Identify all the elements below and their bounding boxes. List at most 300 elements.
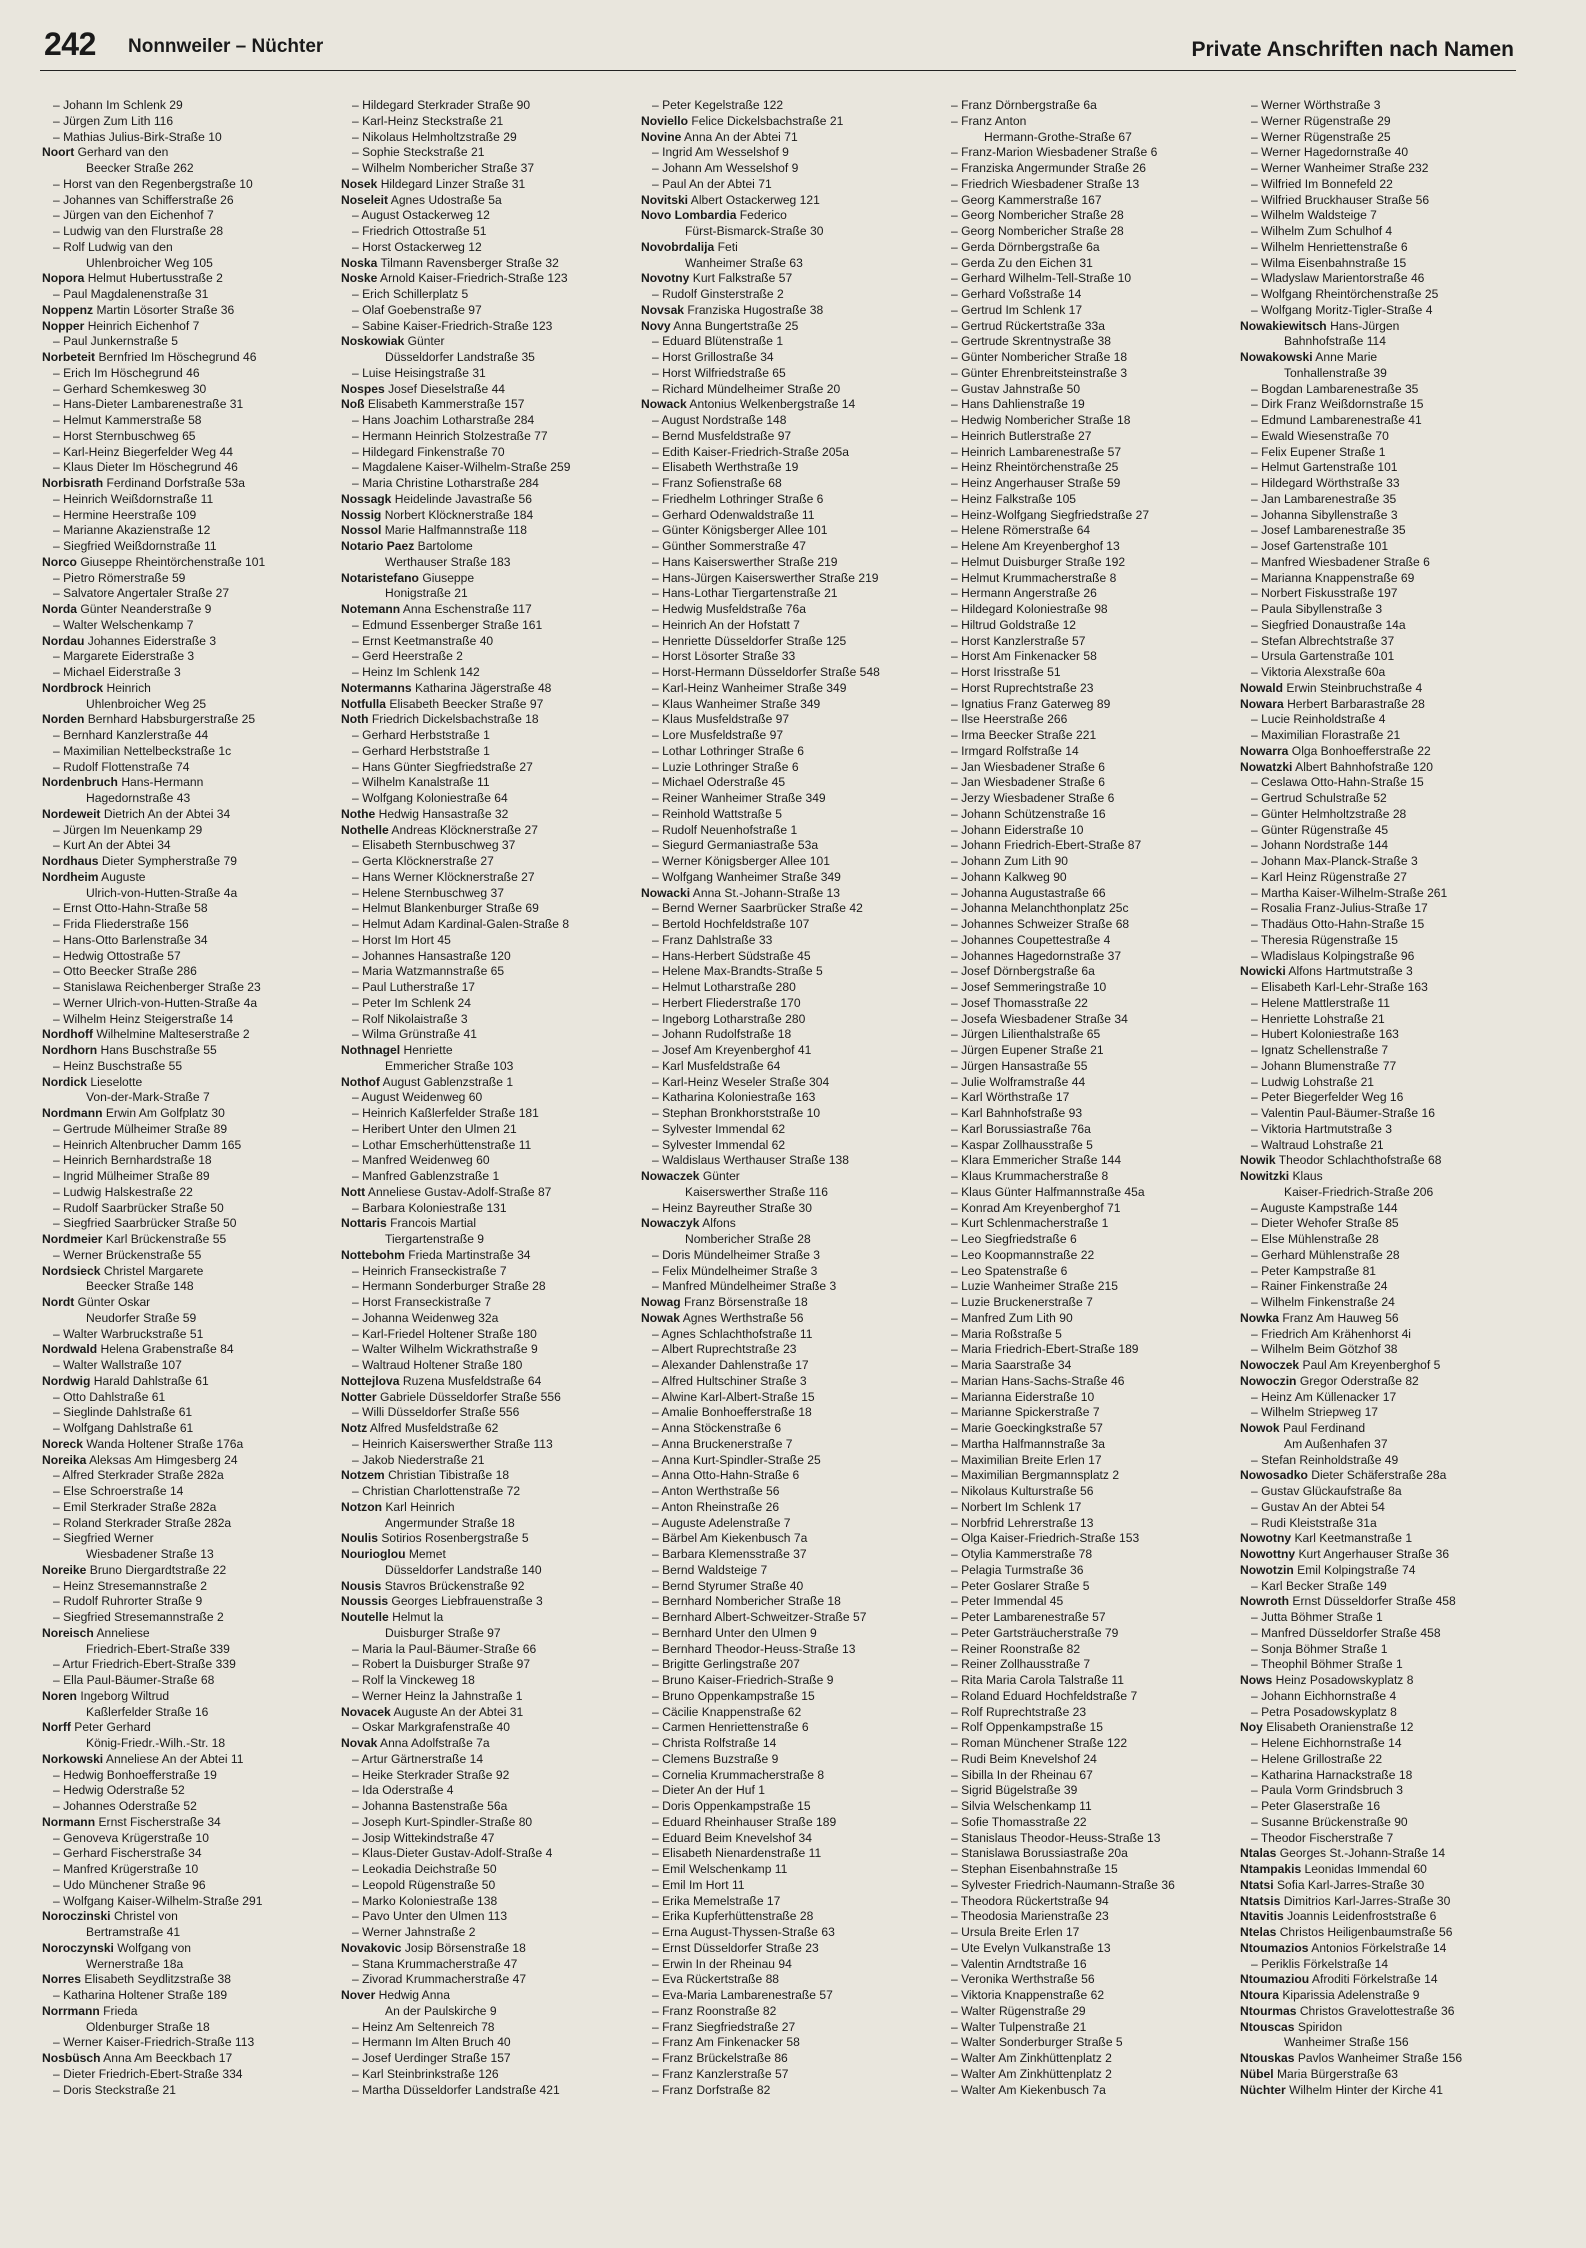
sub-entry: – Gerda Dörnbergstraße 6a <box>951 239 1100 254</box>
surname-entry <box>641 271 936 287</box>
surname: Nows <box>1240 1673 1273 1687</box>
entry-detail: Günter <box>702 1169 740 1183</box>
surname-entry <box>641 193 936 209</box>
entry-detail: Wanda Holtener Straße 176a <box>86 1436 244 1451</box>
sub-entry: – Lore Musfeldstraße 97 <box>652 728 784 742</box>
surname: Noska <box>341 255 378 270</box>
surname-entry <box>42 775 337 791</box>
sub-entry: – Heinrich Butlerstraße 27 <box>951 428 1092 443</box>
sub-entry: – Cäcilie Knappenstraße 62 <box>652 1704 802 1719</box>
sub-entry: – Franziska Angermunder Straße 26 <box>951 161 1146 175</box>
surname: Notemann <box>341 602 401 616</box>
surname-entry <box>42 1342 337 1358</box>
sub-entry: – Wilhelm Kanalstraße 11 <box>352 775 490 790</box>
entry-detail: Wilhelmine Malteserstraße 2 <box>96 1027 250 1042</box>
surname: Nowald <box>1240 680 1284 695</box>
surname: Nowack <box>641 397 687 412</box>
entry-detail: Olga Bonhoefferstraße 22 <box>1291 743 1431 758</box>
surname-entry <box>1240 1925 1535 1941</box>
sub-entry: – Günter Königsberger Allee 101 <box>652 523 828 538</box>
entry-detail: Wilhelm Hinter der Kirche 41 <box>1289 2082 1443 2097</box>
sub-entry: – Waltraud Holtener Straße 180 <box>352 1358 523 1372</box>
surname: Ntoura <box>1240 1988 1279 2002</box>
surname-entry <box>42 350 337 366</box>
surname-entry <box>641 130 936 146</box>
sub-entry: – Günter Ehrenbreitsteinstraße 3 <box>951 365 1128 380</box>
sub-entry: – Walter Wilhelm Wickrathstraße 9 <box>352 1342 538 1357</box>
sub-entry: – Anna Bruckenerstraße 7 <box>652 1436 793 1451</box>
sub-entry: – Marianna Knappenstraße 69 <box>1251 570 1415 585</box>
column-5 <box>1240 98 1535 2098</box>
sub-entry: – Johann Im Schlenk 29 <box>53 98 183 112</box>
sub-entry: – Ignatz Schellenstraße 7 <box>1251 1043 1389 1057</box>
entry-detail: Alfons <box>702 1216 736 1231</box>
sub-entry: – Michael Oderstraße 45 <box>652 775 786 790</box>
surname-entry <box>341 823 636 839</box>
sub-entry: – Martha Halfmannstraße 3a <box>951 1436 1105 1451</box>
sub-entry: – Maximilian Florastraße 21 <box>1251 728 1401 742</box>
sub-entry: – Paula Sibyllenstraße 3 <box>1251 602 1383 616</box>
entry-detail: Elisabeth Beecker Straße 97 <box>389 696 544 711</box>
sub-entry: – Olaf Goebenstraße 97 <box>352 302 482 317</box>
entry-detail: Karl Keetmanstraße 1 <box>1294 1531 1413 1546</box>
sub-entry: – Hans-Otto Barlenstraße 34 <box>53 932 208 947</box>
sub-entry: – Maria Roßstraße 5 <box>951 1326 1062 1341</box>
sub-entry: – Gerda Zu den Eichen 31 <box>951 255 1093 270</box>
surname-entry <box>341 539 636 555</box>
surname: Nossagk <box>341 491 392 506</box>
sub-entry: – Ursula Breite Erlen 17 <box>951 1925 1080 1939</box>
sub-entry: – Bruno Oppenkampstraße 15 <box>652 1688 815 1703</box>
sub-entry: – Werner Heinz la Jahnstraße 1 <box>352 1688 523 1703</box>
address-continuation: Bertramstraße 41 <box>86 1925 181 1939</box>
entry-detail: Helmut Hubertusstraße 2 <box>87 271 223 286</box>
surname-entry <box>641 886 936 902</box>
surname: Notzem <box>341 1468 385 1483</box>
sub-entry: – Stanislawa Reichenberger Straße 23 <box>53 980 261 994</box>
entry-detail: Herbert Barbarastraße 28 <box>1287 696 1425 711</box>
address-continuation: Wernerstraße 18a <box>86 1956 184 1971</box>
sub-entry: – Alfred Sterkrader Straße 282a <box>53 1468 224 1483</box>
entry-detail: Anna Eschenstraße 117 <box>402 602 532 616</box>
entry-detail: Ruzena Musfeldstraße 64 <box>402 1373 542 1388</box>
surname: Novy <box>641 318 671 333</box>
sub-entry: – Alexander Dahlenstraße 17 <box>652 1358 809 1372</box>
sub-entry: – Manfred Weidenweg 60 <box>352 1153 490 1168</box>
sub-entry: – Valentin Arndtstraße 16 <box>951 1956 1087 1971</box>
surname: Nübel <box>1240 2066 1274 2081</box>
sub-entry: – Gustav An der Abtei 54 <box>1251 1499 1385 1514</box>
sub-entry: – Sabine Kaiser-Friedrich-Straße 123 <box>352 318 553 333</box>
surname: Noreike <box>42 1562 87 1577</box>
sub-entry: – Maximilian Nettelbeckstraße 1c <box>53 743 232 758</box>
address-continuation: Ulrich-von-Hutten-Straße 4a <box>86 885 238 900</box>
sub-entry: – Alwine Karl-Albert-Straße 15 <box>652 1389 815 1404</box>
sub-entry: – Gertrud Rückertstraße 33a <box>951 318 1105 333</box>
sub-entry: – Zivorad Krummacherstraße 47 <box>352 1972 527 1987</box>
sub-entry: – Jan Wiesbadener Straße 6 <box>951 759 1105 774</box>
sub-entry: – Kurt Schlenmacherstraße 1 <box>951 1216 1109 1231</box>
sub-entry: – Horst Ostackerweg 12 <box>352 239 482 254</box>
sub-entry: – Henriette Lohstraße 21 <box>1251 1011 1385 1026</box>
sub-entry: – Rita Maria Carola Talstraße 11 <box>951 1673 1124 1687</box>
sub-entry: – Roland Eduard Hochfeldstraße 7 <box>951 1688 1138 1703</box>
sub-entry: – Pavo Unter den Ulmen 113 <box>352 1909 508 1924</box>
surname-entry <box>341 1579 636 1595</box>
surname: Nowok <box>1240 1421 1280 1435</box>
entry-detail: Dieter Schäferstraße 28a <box>1311 1468 1447 1483</box>
sub-entry: – Carmen Henriettenstraße 6 <box>652 1720 809 1735</box>
surname-entry <box>1240 744 1535 760</box>
sub-entry: – Paul An der Abtei 71 <box>652 176 772 191</box>
sub-entry: – Klaus Musfeldstraße 97 <box>652 712 790 727</box>
surname-entry <box>42 1941 337 1957</box>
sub-entry: – Franz Am Finkenacker 58 <box>652 2035 800 2050</box>
surname-entry <box>341 508 636 524</box>
sub-entry: – Franz Siegfriedstraße 27 <box>652 2019 796 2034</box>
entry-detail: Christian Tibistraße 18 <box>388 1468 510 1483</box>
sub-entry: – Helmut Kammerstraße 58 <box>53 413 202 427</box>
entry-detail: Spiridon <box>1297 2019 1343 2034</box>
sub-entry: – Heike Sterkrader Straße 92 <box>352 1767 510 1782</box>
sub-entry: – Peter Biegerfelder Weg 16 <box>1251 1090 1404 1105</box>
surname: Nowatzki <box>1240 759 1293 774</box>
sub-entry: – Johanna Bastenstraße 56a <box>352 1799 508 1813</box>
sub-entry: – Horst Wilfriedstraße 65 <box>652 365 786 380</box>
entry-detail: Ernst Düsseldorfer Straße 458 <box>1292 1594 1456 1609</box>
sub-entry: – Theodor Fischerstraße 7 <box>1251 1830 1394 1845</box>
entry-detail: Erwin Am Golfplatz 30 <box>105 1106 225 1120</box>
sub-entry: – Karl-Heinz Biegerfelder Weg 44 <box>53 444 233 459</box>
sub-entry: – Heinz-Wolfgang Siegfriedstraße 27 <box>951 507 1150 522</box>
sub-entry: – Clemens Buzstraße 9 <box>652 1751 779 1766</box>
sub-entry: – Albert Ruprechtstraße 23 <box>652 1342 797 1357</box>
sub-entry: – Eduard Blütenstraße 1 <box>652 334 784 349</box>
sub-entry: – Auguste Adelenstraße 7 <box>652 1515 791 1530</box>
sub-entry: – Walter Wallstraße 107 <box>53 1358 182 1372</box>
sub-entry: – Walter Rügenstraße 29 <box>951 2003 1086 2018</box>
sub-entry: – Luzie Lothringer Straße 6 <box>652 759 799 774</box>
sub-entry: – Norbert Fiskusstraße 197 <box>1251 586 1398 601</box>
sub-entry: – Friedhelm Lothringer Straße 6 <box>652 491 824 506</box>
surname: Nordhoff <box>42 1027 94 1042</box>
surname: Noviello <box>641 113 689 128</box>
surname: Noort <box>42 145 75 160</box>
entry-detail: Francois Martial <box>390 1216 477 1231</box>
address-continuation: Am Außenhafen 37 <box>1284 1436 1388 1451</box>
sub-entry: – Franz Dahlstraße 33 <box>652 932 773 947</box>
surname-entry <box>1240 1878 1535 1894</box>
surname-entry <box>1240 1673 1535 1689</box>
sub-entry: – Erich Im Höschegrund 46 <box>53 365 200 380</box>
sub-entry: – Josip Wittekindstraße 47 <box>352 1830 495 1845</box>
entry-detail: Albert Bahnhofstraße 120 <box>1295 759 1433 774</box>
surname: Ntoumazios <box>1240 1940 1309 1955</box>
sub-entry: – Hildegard Wörthstraße 33 <box>1251 476 1400 490</box>
sub-entry: – Wilma Grünstraße 41 <box>352 1027 478 1042</box>
sub-entry: – Jan Lambarenestraße 35 <box>1251 491 1397 506</box>
entry-detail: Peter Gerhard <box>74 1720 151 1735</box>
surname: Noske <box>341 271 378 286</box>
entry-detail: Felice Dickelsbachstraße 21 <box>691 113 844 128</box>
sub-entry: – Werner Hagedornstraße 40 <box>1251 145 1409 160</box>
sub-entry: – Hans Dahlienstraße 19 <box>951 397 1085 412</box>
entry-detail: Martin Lösorter Straße 36 <box>96 302 235 317</box>
sub-entry: – Hans-Jürgen Kaiserswerther Straße 219 <box>652 570 879 585</box>
sub-entry: – Reiner Roonstraße 82 <box>951 1641 1081 1656</box>
sub-entry: – Mathias Julius-Birk-Straße 10 <box>53 129 222 144</box>
surname: Nowarra <box>1240 743 1289 758</box>
name-range: Nonnweiler – Nüchter <box>128 36 324 57</box>
sub-entry: – Johann Eiderstraße 10 <box>951 822 1084 837</box>
sub-entry: – Hubert Koloniestraße 163 <box>1251 1027 1399 1042</box>
sub-entry: – Hermann Angerstraße 26 <box>951 586 1097 601</box>
sub-entry: – Stephan Bronkhorststraße 10 <box>652 1106 821 1120</box>
entry-detail: Hans Buschstraße 55 <box>100 1043 217 1057</box>
sub-entry: – Manfred Gablenzstraße 1 <box>352 1169 500 1183</box>
entry-detail: Auguste <box>101 869 146 884</box>
sub-entry: – Walter Am Kiekenbusch 7a <box>951 2082 1106 2097</box>
sub-entry: – Norbert Im Schlenk 17 <box>951 1499 1082 1514</box>
sub-entry: – Wilhelm Henriettenstraße 6 <box>1251 239 1408 254</box>
sub-entry: – Paul Junkernstraße 5 <box>53 334 179 349</box>
sub-entry: – Marianne Spickerstraße 7 <box>951 1405 1100 1420</box>
sub-entry: – Horst-Hermann Düsseldorfer Straße 548 <box>652 665 880 679</box>
sub-entry: – Sophie Steckstraße 21 <box>352 145 485 160</box>
surname-entry <box>641 208 936 224</box>
sub-entry: – Doris Oppenkampstraße 15 <box>652 1799 811 1813</box>
sub-entry: – Eva-Maria Lambarenestraße 57 <box>652 1988 833 2002</box>
sub-entry: – Irma Beecker Straße 221 <box>951 728 1097 742</box>
sub-entry: – Heinz Stresemannstraße 2 <box>53 1578 207 1593</box>
sub-entry: – Lothar Emscherhüttenstraße 11 <box>352 1137 532 1152</box>
address-continuation: Düsseldorfer Landstraße 35 <box>385 350 535 364</box>
surname: Nordhorn <box>42 1043 98 1057</box>
entry-detail: Anna Am Beeckbach 17 <box>103 2051 233 2065</box>
sub-entry: – Heinrich Kaßlerfelder Straße 181 <box>352 1106 539 1120</box>
entry-detail: Sofia Karl-Jarres-Straße 30 <box>1276 1877 1425 1892</box>
entry-detail: Elisabeth Kammerstraße 157 <box>367 397 525 412</box>
surname-entry <box>1240 2067 1535 2083</box>
sub-entry: – Wolfgang Moritz-Tigler-Straße 4 <box>1251 302 1433 317</box>
sub-entry: – Katharina Koloniestraße 163 <box>652 1090 816 1105</box>
surname: Norco <box>42 554 77 569</box>
surname-entry <box>42 271 337 287</box>
sub-entry: – Johann Eichhornstraße 4 <box>1251 1688 1397 1703</box>
sub-entry: – Theodosia Marienstraße 23 <box>951 1909 1109 1924</box>
sub-entry: – Johannes Hansastraße 120 <box>352 948 511 963</box>
sub-entry: – Ludwig Halskestraße 22 <box>53 1184 193 1199</box>
sub-entry: – Rudolf Saarbrücker Straße 50 <box>53 1200 224 1215</box>
sub-entry: – Anna Stöckenstraße 6 <box>652 1421 782 1435</box>
sub-entry: – Stefan Reinholdstraße 49 <box>1251 1452 1399 1467</box>
entry-detail: Heinrich Eichenhof 7 <box>87 318 200 333</box>
sub-entry: – Gertrud Schulstraße 52 <box>1251 791 1387 805</box>
sub-entry: – Ilse Heerstraße 266 <box>951 712 1068 727</box>
surname-entry <box>42 1264 337 1280</box>
sub-entry: – Wilhelm Beim Götzhof 38 <box>1251 1342 1398 1357</box>
sub-entry: – Siegfried Werner <box>53 1531 154 1546</box>
entry-detail: Kurt Falkstraße 57 <box>692 271 793 286</box>
address-continuation: Wiesbadener Straße 13 <box>86 1547 214 1561</box>
surname-entry <box>42 712 337 728</box>
sub-entry: – Karl Bahnhofstraße 93 <box>951 1106 1083 1120</box>
sub-entry: – Hans Werner Klöcknerstraße 27 <box>352 869 535 884</box>
surname-entry <box>341 1500 636 1516</box>
entry-detail: Josip Börsenstraße 18 <box>404 1940 526 1955</box>
sub-entry: – Rudolf Neuenhofstraße 1 <box>652 822 798 837</box>
sub-entry: – Johanna Weidenweg 32a <box>352 1310 499 1325</box>
surname: Nordhaus <box>42 854 99 868</box>
sub-entry: – Christian Charlottenstraße 72 <box>352 1484 521 1498</box>
sub-entry: – Gustav Glückaufstraße 8a <box>1251 1484 1402 1498</box>
sub-entry: – Leo Spatenstraße 6 <box>951 1263 1068 1278</box>
sub-entry: – Hans-Dieter Lambarenestraße 31 <box>53 397 244 412</box>
address-continuation: An der Paulskirche 9 <box>385 2003 497 2018</box>
sub-entry: – Hildegard Koloniestraße 98 <box>951 602 1108 616</box>
sub-entry: – Reiner Wanheimer Straße 349 <box>652 791 826 805</box>
sub-entry: – Gerhard Mühlenstraße 28 <box>1251 1247 1400 1262</box>
surname-entry <box>341 1043 636 1059</box>
sub-entry: – Walter Warbruckstraße 51 <box>53 1326 204 1341</box>
sub-entry: – Auguste Kampstraße 144 <box>1251 1200 1398 1215</box>
surname: Nordick <box>42 1074 88 1089</box>
sub-entry: – Manfred Zum Lith 90 <box>951 1310 1073 1325</box>
entry-detail: Andreas Klöcknerstraße 27 <box>391 822 538 837</box>
surname-entry <box>1240 1846 1535 1862</box>
sub-entry: – Sylvester Friedrich-Naumann-Straße 36 <box>951 1877 1175 1892</box>
entry-detail: Dimitrios Karl-Jarres-Straße 30 <box>1283 1893 1451 1908</box>
address-continuation: Bahnhofstraße 114 <box>1284 334 1386 349</box>
sub-entry: – Walter Am Zinkhüttenplatz 2 <box>951 2051 1112 2065</box>
sub-entry: – Klaus Wanheimer Straße 349 <box>652 696 821 711</box>
sub-entry: – Wilhelm Finkenstraße 24 <box>1251 1295 1395 1309</box>
sub-entry: – Helene Römerstraße 64 <box>951 523 1091 538</box>
surname-entry <box>641 303 936 319</box>
surname: Nowroth <box>1240 1594 1290 1609</box>
entry-detail: Theodor Schlachthofstraße 68 <box>1278 1153 1442 1168</box>
sub-entry: – Rainer Finkenstraße 24 <box>1251 1279 1388 1294</box>
sub-entry: – Ernst Otto-Hahn-Straße 58 <box>53 901 208 916</box>
sub-entry: – Erna August-Thyssen-Straße 63 <box>652 1925 835 1939</box>
sub-entry: – Olga Kaiser-Friedrich-Straße 153 <box>951 1531 1140 1546</box>
surname: Nowaczek <box>641 1169 700 1183</box>
surname: Ntatsi <box>1240 1877 1274 1892</box>
column-2 <box>341 98 636 2098</box>
sub-entry: – Magdalene Kaiser-Wilhelm-Straße 259 <box>352 460 571 475</box>
entry-detail: Christos Heiligenbaumstraße 56 <box>1279 1925 1453 1939</box>
sub-entry: – Michael Eiderstraße 3 <box>53 665 181 679</box>
entry-detail: Josef Dieselstraße 44 <box>388 381 506 396</box>
address-continuation: Uhlenbroicher Weg 25 <box>86 696 207 711</box>
surname-entry <box>1240 2051 1535 2067</box>
sub-entry: – Bernhard Nombericher Straße 18 <box>652 1594 841 1609</box>
surname-entry <box>42 1720 337 1736</box>
sub-entry: – Hans-Lothar Tiergartenstraße 21 <box>652 586 838 601</box>
surname: Nospes <box>341 381 385 396</box>
entry-detail: Feti <box>717 239 738 254</box>
surname: Nowotzin <box>1240 1562 1294 1577</box>
surname: Ntoumaziou <box>1240 1972 1310 1987</box>
address-continuation: Oldenburger Straße 18 <box>86 2019 210 2034</box>
entry-detail: Johannes Eiderstraße 3 <box>87 633 217 648</box>
entry-detail: Hedwig Anna <box>378 1988 450 2002</box>
surname: Novo Lombardia <box>641 208 737 223</box>
entry-detail: August Gablenzstraße 1 <box>382 1074 514 1089</box>
entry-detail: Franz Börsenstraße 18 <box>684 1295 808 1309</box>
sub-entry: – Wilma Eisenbahnstraße 15 <box>1251 255 1407 270</box>
column-3 <box>641 98 936 2098</box>
sub-entry: – Sofie Thomasstraße 22 <box>951 1814 1087 1829</box>
sub-entry: – Hans Kaiserswerther Straße 219 <box>652 554 838 569</box>
sub-entry: – Walter Tulpenstraße 21 <box>951 2019 1087 2034</box>
entry-detail: Ferdinand Dorfstraße 53a <box>106 476 246 490</box>
sub-entry: – Peter Im Schlenk 24 <box>352 995 471 1010</box>
sub-entry: – Gerta Klöcknerstraße 27 <box>352 854 494 868</box>
sub-entry: – Elisabeth Nienardenstraße 11 <box>652 1846 822 1861</box>
sub-entry: – Helene Eichhornstraße 14 <box>1251 1736 1402 1750</box>
surname: Nordmann <box>42 1106 103 1120</box>
sub-entry: – Johanna Melanchthonplatz 25c <box>951 901 1129 916</box>
sub-entry: – Johann Rudolfstraße 18 <box>652 1027 792 1042</box>
surname: Noreisch <box>42 1625 94 1640</box>
surname: Nothelle <box>341 822 389 837</box>
entry-detail: Wolfgang von <box>117 1940 192 1955</box>
surname-entry <box>341 1390 636 1406</box>
entry-detail: Heidelinde Javastraße 56 <box>394 491 532 506</box>
entry-detail: Maria Bürgerstraße 63 <box>1276 2066 1398 2081</box>
sub-entry: – Jürgen Hansastraße 55 <box>951 1058 1088 1073</box>
sub-entry: – Rudolf Ginsterstraße 2 <box>652 287 784 301</box>
surname: Nordheim <box>42 869 99 884</box>
sub-entry: – Eduard Beim Knevelshof 34 <box>652 1830 813 1845</box>
entry-detail: Bernhard Habsburgerstraße 25 <box>87 712 256 727</box>
address-continuation: Werthauser Straße 183 <box>385 554 511 569</box>
page-number: 242 <box>44 26 96 62</box>
sub-entry: – Günter Rügenstraße 45 <box>1251 822 1389 837</box>
sub-entry: – Klaus-Dieter Gustav-Adolf-Straße 4 <box>352 1846 553 1861</box>
entry-detail: Hildegard Linzer Straße 31 <box>380 176 526 191</box>
sub-entry: – Gustav Jahnstraße 50 <box>951 381 1081 396</box>
sub-entry: – Erika Kupferhüttenstraße 28 <box>652 1909 814 1924</box>
sub-entry: – Ingeborg Lotharstraße 280 <box>652 1011 806 1026</box>
surname-entry <box>1240 1358 1535 1374</box>
surname-entry <box>341 1594 636 1610</box>
sub-entry: – Erika Memelstraße 17 <box>652 1893 781 1908</box>
sub-entry: – Erwin In der Rheinau 94 <box>652 1956 792 1971</box>
surname: Nossol <box>341 523 382 538</box>
sub-entry: – Helene Mattlerstraße 11 <box>1251 995 1390 1010</box>
address-continuation: Fürst-Bismarck-Straße 30 <box>685 224 824 238</box>
surname: Nowoczin <box>1240 1373 1297 1388</box>
surname-entry <box>341 712 636 728</box>
sub-entry: – Wilfried Im Bonnefeld 22 <box>1251 176 1393 191</box>
surname: Notermanns <box>341 680 412 695</box>
sub-entry: – Dieter Friedrich-Ebert-Straße 334 <box>53 2066 243 2081</box>
sub-entry: – Karl-Heinz Steckstraße 21 <box>352 113 504 128</box>
surname-entry <box>641 1295 936 1311</box>
sub-entry: – Wilhelm Nombericher Straße 37 <box>352 161 535 175</box>
sub-entry: – Elisabeth Sternbuschweg 37 <box>352 838 516 853</box>
entry-detail: Franz Am Hauweg 56 <box>1282 1310 1399 1325</box>
sub-entry: – Emil Im Hort 11 <box>652 1877 745 1892</box>
sub-entry: – Frida Fliederstraße 156 <box>53 917 189 931</box>
sub-entry: – Günter Helmholtzstraße 28 <box>1251 806 1407 821</box>
address-continuation: Emmericher Straße 103 <box>385 1058 514 1073</box>
sub-entry: – Hans-Herbert Südstraße 45 <box>652 948 811 963</box>
surname-entry <box>341 571 636 587</box>
surname-entry <box>42 602 337 618</box>
